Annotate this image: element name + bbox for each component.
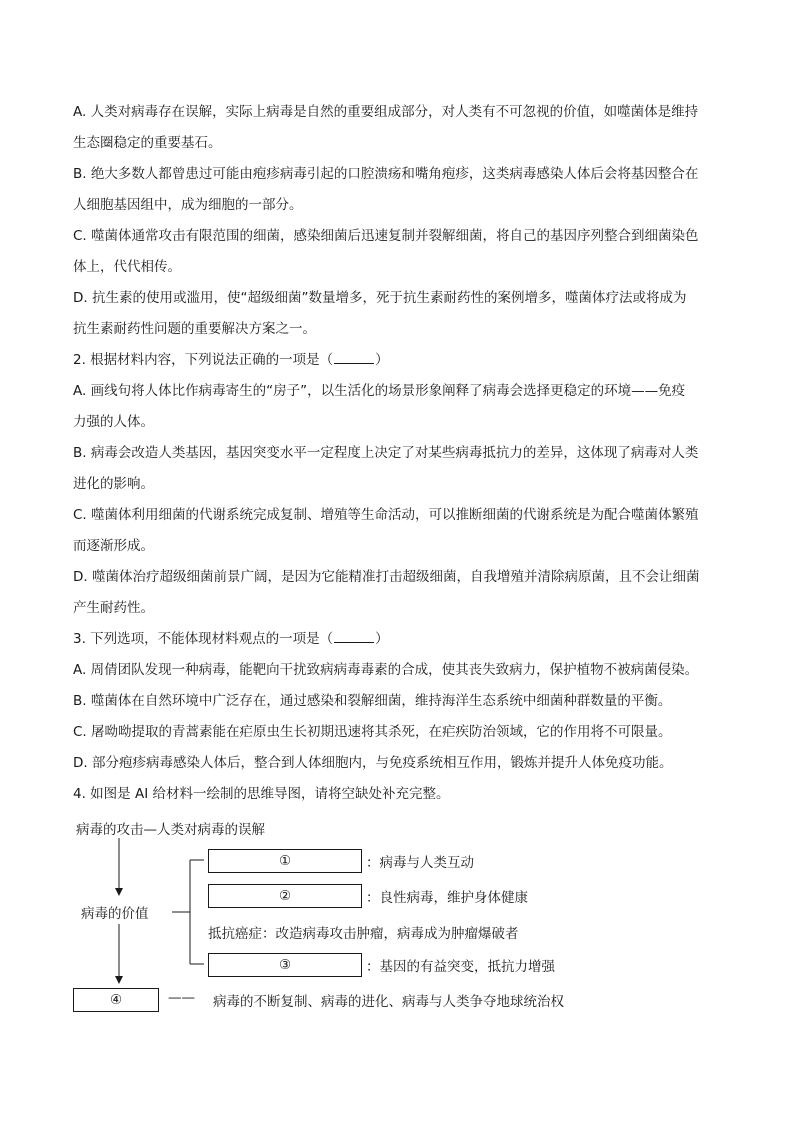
cancer-node: 抵抗癌症：改造病毒攻击肿瘤，病毒成为肿瘤爆破者: [208, 926, 519, 942]
answer-box-3[interactable]: ③: [208, 953, 362, 977]
q2-option-c-line2: 而逐渐形成。: [73, 538, 154, 554]
q1-option-b-line1: B. 绝大多数人都曾患过可能由疱疹病毒引起的口腔溃疡和嘴角疱疹，这类病毒感染人体后会将基因整合在: [73, 166, 699, 182]
answer-box-4[interactable]: ④: [73, 988, 159, 1012]
q4-stem: 4. 如图是 AI 给材料一绘制的思维导图，请将空缺处补充完整。: [73, 786, 450, 802]
q1-options: [73, 97, 733, 810]
q3-option-d: D. 部分疱疹病毒感染人体后，整合到人体细胞内，与免疫系统相互作用，锻炼并提升人体免疫功能。: [73, 755, 673, 771]
q2-option-d-line2: 产生耐药性。: [73, 600, 154, 616]
box1-label: ：病毒与人类互动: [366, 855, 474, 871]
q3-stem: 3. 下列选项，不能体现材料观点的一项是（ ）: [73, 624, 733, 655]
mind-map-value-node: 病毒的价值: [81, 906, 149, 922]
q3-option-a: A. 周倩团队发现一种病毒，能靶向干扰致病病毒毒素的合成，使其丧失致病力，保护植物不被病菌侵染。: [73, 662, 699, 678]
q2-option-b-line2: 进化的影响。: [73, 476, 154, 492]
q3-option-b: B. 噬菌体在自然环境中广泛存在，通过感染和裂解细菌，维持海洋生态系统中细菌种群数量的平衡。: [73, 693, 672, 709]
q1-option-a-line1: A. 人类对病毒存在误解，实际上病毒是自然的重要组成部分，对人类有不可忽视的价值，如噬菌体是维持: [73, 104, 699, 120]
q1-option-b-line2: 人细胞基因组中，成为细胞的一部分。: [73, 197, 303, 213]
q2-stem: 2. 根据材料内容，下列说法正确的一项是（ ）: [73, 345, 733, 376]
q2-option-a-line1: A. 画线句将人体比作病毒寄生的“房子”，以生活化的场景形象阐释了病毒会选择更稳定的环境——免疫: [73, 383, 686, 399]
mind-map: [0, 812, 794, 1032]
q2-option-a-line2: 力强的人体。: [73, 414, 154, 430]
box4-label: 病毒的不断复制、病毒的进化、病毒与人类争夺地球统治权: [213, 994, 564, 1010]
q3-answer-blank[interactable]: [334, 628, 374, 643]
q2-option-c-line1: C. 噬菌体利用细菌的代谢系统完成复制、增殖等生命活动，可以推断细菌的代谢系统是为配合噬菌体繁殖: [73, 507, 699, 523]
box3-label: ：基因的有益突变，抵抗力增强: [366, 959, 555, 975]
box4-dash: ——: [168, 990, 195, 1006]
answer-box-1[interactable]: ①: [208, 849, 362, 873]
q1-option-c-line2: 体上，代代相传。: [73, 259, 181, 275]
q1-option-d-line2: 抗生素耐药性问题的重要解决方案之一。: [73, 321, 316, 337]
box2-label: ：良性病毒，维护身体健康: [366, 890, 528, 906]
q1-option-c-line1: C. 噬菌体通常攻击有限范围的细菌，感染细菌后迅速复制并裂解细菌，将自己的基因序列整合到细菌染色: [73, 228, 699, 244]
q1-option-d-line1: D. 抗生素的使用或滥用，使“超级细菌”数量增多，死于抗生素耐药性的案例增多，噬菌体疗法或将成为: [73, 290, 687, 306]
q3-option-c: C. 屠呦呦提取的青蒿素能在疟原虫生长初期迅速将其杀死，在疟疾防治领域，它的作用将不可限量。: [73, 724, 672, 740]
answer-box-2[interactable]: ②: [208, 884, 362, 908]
q2-answer-blank[interactable]: [334, 349, 374, 364]
q1-option-a-line2: 生态圈稳定的重要基石。: [73, 135, 222, 151]
q2-option-b-line1: B. 病毒会改造人类基因，基因突变水平一定程度上决定了对某些病毒抵抗力的差异，这体现了病毒对人类: [73, 445, 699, 461]
mind-map-root: 病毒的攻击—人类对病毒的误解: [76, 822, 265, 838]
q2-option-d-line1: D. 噬菌体治疗超级细菌前景广阔，是因为它能精准打击超级细菌，自我增殖并清除病原菌，且不会让细菌: [73, 569, 700, 585]
